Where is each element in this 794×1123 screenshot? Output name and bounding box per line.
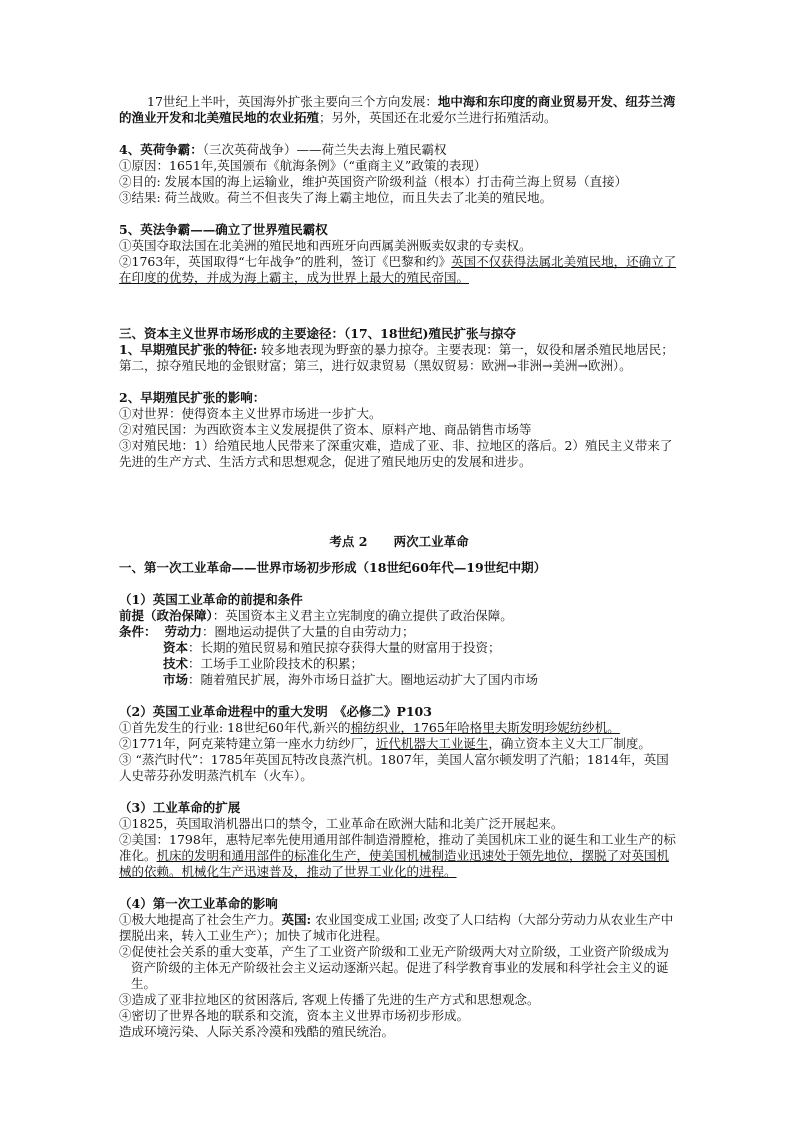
expansion-2 <box>119 832 679 880</box>
kaodian-heading <box>119 534 679 550</box>
intro-tail-text: ；另外，英国还在北爱尔兰进行拓殖活动。 <box>319 110 557 125</box>
section-4-line-3: ③结果: 荷兰战败。荷兰不但丧失了海上霸主地位，而且失去了北美的殖民地。 <box>119 190 553 205</box>
premise-line <box>119 608 679 624</box>
spacer <box>119 126 679 142</box>
effect-4: ④密切了世界各地的联系和交流，资本主义世界市场初步形成。 <box>119 1008 470 1023</box>
invention-1 <box>119 720 679 736</box>
document-page <box>119 94 679 1040</box>
spacer <box>119 374 679 390</box>
effects-title: （4）第一次工业革命的影响 <box>119 896 278 911</box>
technology-label: 技术 <box>163 656 189 671</box>
section-4-title <box>119 142 679 158</box>
section-3-impact-3: ③对殖民地：1）给殖民地人民带来了深重灾难，造成了亚、非、拉地区的落后。2）殖民主义带来了先进的生产方式、生活方式和思想观念，促进了殖民地历史的发展和进步。 <box>119 438 673 469</box>
spacer <box>119 688 679 704</box>
effect-1-lead: ①极大地提高了社会生产力。 <box>119 912 282 927</box>
invention-2-underlined: 近代机器大工业诞生 <box>375 736 489 751</box>
spacer <box>119 550 679 560</box>
invention-1-underlined: 棉纺织业 <box>350 720 401 735</box>
section-3-feature <box>119 342 679 374</box>
invention-2-lead: ②1771年，阿克莱特建立第一座水力纺纱厂， <box>119 736 376 751</box>
effect-1-text: 农业国变成工业国; 改变了人口结构（大部分劳动力从农业生产中摆脱出来，转入工业生产）；加快了城市化进程。 <box>119 912 674 943</box>
section-4-title-lead: 4、英荷争霸： <box>119 142 203 157</box>
market-label: 市场 <box>163 672 189 687</box>
section-4-title-rest: （三次英荷战争）——荷兰失去海上殖民霸权 <box>202 142 447 157</box>
inventions-title: （2）英国工业革命进程中的重大发明 《必修二》P103 <box>119 704 432 719</box>
invention-3: ③ “蒸汽时代”：1785年英国瓦特改良蒸汽机。1807年，美国人富尔顿发明了汽船；1814年，英国人史蒂芬孙发明蒸汽机车（火车）。 <box>119 752 669 783</box>
technology-text: ：工场手工业阶段技术的积累； <box>188 656 364 671</box>
revolution-1-heading: 一、第一次工业革命——世界市场初步形成（18世纪60年代—19世纪中期） <box>119 560 547 575</box>
section-3-title: 三、资本主义世界市场形成的主要途径：（17、18世纪)殖民扩张与掠夺 <box>119 326 516 341</box>
section-3-impact-title: 2、早期殖民扩张的影响： <box>119 390 266 405</box>
intro-text: 17世纪上半叶，英国海外扩张主要向三个方向发展： <box>147 94 438 109</box>
intro-bold-text: 地中海和东印度的商业贸易开发、纽芬兰湾的渔业开发和北美殖民地的农业拓殖 <box>119 94 676 125</box>
spacer <box>119 470 679 534</box>
expansion-2-underlined: 机床的发明和通用部件的标准化生产，使美国机械制造业迅速处于领先地位，摆脱了对英国机械的依赖。机械化生产迅速普及，推动了世界工业化的进程。 <box>119 848 670 879</box>
effect-3: ③造成了亚非拉地区的贫困落后, 客观上传播了先进的生产方式和思想观念。 <box>119 992 540 1007</box>
condition-market <box>119 672 679 688</box>
invention-1-lead: ①首先发生的行业: 18世纪60年代,新兴的 <box>119 720 351 735</box>
labor-label: 劳动力 <box>164 624 202 639</box>
spacer <box>119 206 679 222</box>
condition-capital <box>119 640 679 656</box>
section-5-line-2 <box>119 254 679 286</box>
premise-text: ：英国资本主义君主立宪制度的确立提供了政治保障。 <box>212 608 513 623</box>
effect-1 <box>119 912 679 944</box>
spacer <box>119 286 679 326</box>
section-3-feature-lead: 1、早期殖民扩张的特征: <box>119 342 258 357</box>
section-3-impact-2: ②对殖民国：为西欧资本主义发展提供了资本、原料产地、商品销售市场等 <box>119 422 532 437</box>
premise-label: 前提（政治保障） <box>119 608 213 623</box>
kaodian-title: 两次工业革命 <box>393 534 469 549</box>
conditions-title: （1）英国工业革命的前提和条件 <box>119 592 303 607</box>
condition-labor <box>119 624 679 640</box>
section-3-impact-1: ①对世界：使得资本主义世界市场进一步扩大。 <box>119 406 382 421</box>
effect-5: 造成环境污染、人际关系冷漠和残酷的殖民统治。 <box>119 1024 395 1039</box>
kaodian-label: 考点 2 <box>329 534 368 549</box>
market-text: ：随着殖民扩展，海外市场日益扩大。圈地运动扩大了国内市场 <box>188 672 539 687</box>
invention-2-tail: ，确立资本主义大工厂制度。 <box>488 736 651 751</box>
condition-technology <box>119 656 679 672</box>
intro-paragraph <box>119 94 679 126</box>
section-5-line-1: ①英国夺取法国在北美洲的殖民地和西班牙向西属美洲贩卖奴隶的专卖权。 <box>119 238 532 253</box>
effect-1-label: 英国: <box>281 912 312 927</box>
expansion-title: （3）工业革命的扩展 <box>119 800 241 815</box>
expansion-1: ①1825，英国取消机器出口的禁令，工业革命在欧洲大陆和北美广泛开展起来。 <box>119 816 564 831</box>
section-5-line-2-underlined: 英国不仅获得法属北美殖民地，还确立了在印度的优势，并成为海上霸主，成为世界上最大的殖民帝国。 <box>119 254 677 285</box>
condition-label: 条件： <box>119 624 157 639</box>
capital-label: 资本 <box>163 640 189 655</box>
invention-2 <box>119 736 679 752</box>
spacer <box>119 784 679 800</box>
capital-text: ：长期的殖民贸易和殖民掠夺获得大量的财富用于投资； <box>188 640 501 655</box>
spacer <box>119 576 679 592</box>
section-5-title: 5、英法争霸——确立了世界殖民霸权 <box>119 222 328 237</box>
expansion-2-text: ②美国：1798年，惠特尼率先使用通用部件制造滑膛枪，推动了美国机床工业的诞生和工业生产的标准化。 <box>119 832 676 863</box>
labor-text: ：圈地运动提供了大量的自由劳动力； <box>201 624 415 639</box>
section-3-feature-text: 较多地表现为野蛮的暴力掠夺。主要表现：第一，奴役和屠杀殖民地居民；第二，掠夺殖民地的金银财富；第三，进行奴隶贸易（黑奴贸易：欧洲→非洲→美洲→欧洲）。 <box>119 342 674 373</box>
invention-1-tail: ，1765年哈格里夫斯发明珍妮纺纱机。 <box>400 720 620 735</box>
section-4-line-2: ②目的: 发展本国的海上运输业，维护英国资产阶级利益（根本）打击荷兰海上贸易（直接） <box>119 174 628 189</box>
section-4-line-1: ①原因：1651年,英国颁布《航海条例》（“重商主义”政策的表现） <box>119 158 487 173</box>
spacer <box>119 880 679 896</box>
effect-2: ②促使社会关系的重大变革，产生了工业资产阶级和工业无产阶级两大对立阶级，工业资产阶级成为资产阶级的主体无产阶级社会主义运动逐渐兴起。促进了科学教育事业的发展和科学社会主义的诞生。 <box>119 944 670 991</box>
section-5-line-2-lead: ②1763年，英国取得“七年战争”的胜利，签订《巴黎和约》 <box>119 254 452 269</box>
